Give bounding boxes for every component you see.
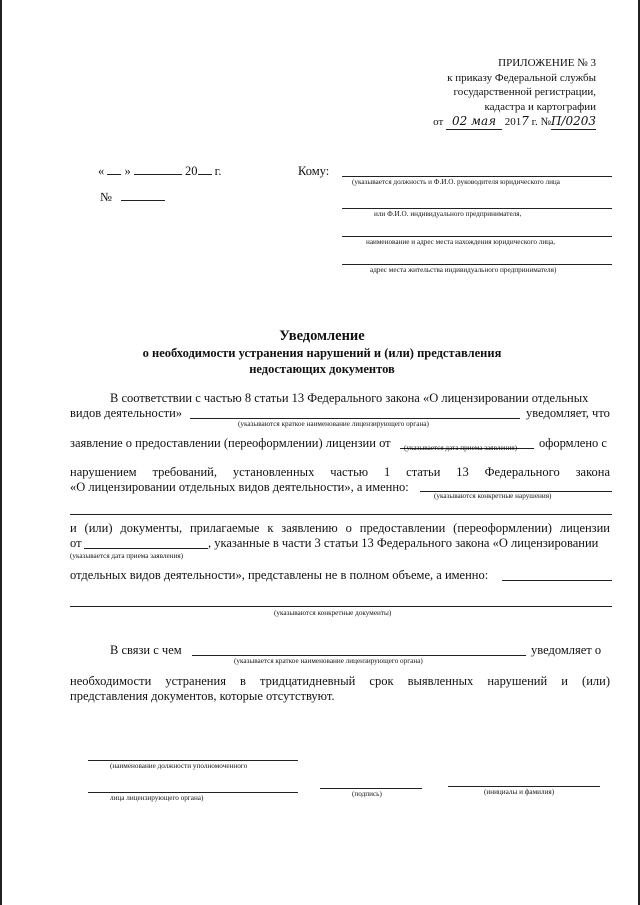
- violations-line-2: [70, 514, 612, 515]
- appendix-order-line: от 02 мая 2017 г. №П/0203: [433, 114, 596, 128]
- position-line-1: [88, 760, 298, 761]
- recipient-hint-3: наименование и адрес места нахождения юридического лица,: [366, 238, 556, 246]
- document-subtitle-1: о необходимости устранения нарушений и (или) представления: [142, 346, 502, 360]
- para2-line-2-start: от: [70, 536, 82, 550]
- appendix-line-3: государственной регистрации,: [453, 86, 596, 98]
- recipient-hint-1: (указывается должность и Ф.И.О. руководителя юридического лица: [352, 178, 560, 186]
- hint-date-2: (указывается дата приема заявления): [70, 552, 184, 560]
- para3-line-2: необходимости устранения в тридцатидневный срок выявленных нарушений и (или): [70, 674, 610, 688]
- hint-signature: (подпись): [352, 790, 382, 798]
- hint-name: (инициалы и фамилия): [484, 788, 555, 796]
- organ-line-2: [192, 655, 526, 656]
- organ-line-1: [190, 418, 520, 419]
- para1-line-5: «О лицензировании отдельных видов деятельности», а именно:: [70, 480, 409, 494]
- recipient-line-4: [342, 264, 612, 265]
- para2-line-3: отдельных видов деятельности», представлены не в полном объеме, а именно:: [70, 568, 489, 582]
- para2-line-1: и (или) документы, прилагаемые к заявлению о предоставлении (переоформлении) лицензии: [70, 521, 610, 535]
- recipient-hint-4: адрес места жительства индивидуального предпринимателя): [370, 266, 557, 274]
- hint-organ-1: (указываются краткое наименование лицензирующего органа): [238, 420, 429, 428]
- appendix-block: [386, 56, 596, 130]
- signature-line: [320, 788, 422, 789]
- para2-line-2-end: , указанные в части 3 статьи 13 Федерального закона «О лицензировании: [208, 536, 599, 550]
- para1-line-4: нарушением требований, установленных частью 1 статьи 13 Федерального закона: [70, 465, 610, 479]
- recipient-line-2: [342, 208, 612, 209]
- application-date-line-2: [84, 548, 208, 549]
- appendix-title: ПРИЛОЖЕНИЕ № 3: [498, 57, 596, 69]
- para3-line-1-start: В связи с чем: [110, 643, 182, 657]
- recipient-line-1: [342, 176, 612, 177]
- recipient-hint-2: или Ф.И.О. индивидуального предпринимателя,: [374, 210, 522, 218]
- date-field: « » 20 г.: [98, 164, 222, 178]
- para1-line-3-start: заявление о предоставлении (переоформлении) лицензии от: [70, 436, 391, 450]
- hint-organ-2: (указывается краткое наименование лицензирующего органа): [234, 657, 423, 665]
- para1-line-2-start: видов деятельности»: [70, 406, 183, 420]
- para1-line-2-end: уведомляет, что: [526, 406, 610, 420]
- hint-position-1: (наименование должности уполномоченного: [110, 762, 248, 770]
- recipient-line-3: [342, 236, 612, 237]
- to-label: Кому:: [298, 164, 330, 178]
- hint-violations: (указываются конкретные нарушения): [434, 492, 552, 500]
- handwritten-order-year: 7: [521, 114, 529, 128]
- document-title: Уведомление: [279, 328, 365, 344]
- position-line-2: [88, 792, 298, 793]
- documents-line-1: [502, 580, 612, 581]
- documents-line-2: [70, 606, 612, 607]
- hint-date-1: (указывается дата приема заявления): [404, 444, 518, 452]
- appendix-line-2: к приказу Федеральной службы: [447, 71, 596, 84]
- appendix-line-4: кадастра и картографии: [484, 100, 596, 113]
- para1-line-1: В соответствии с частью 8 статьи 13 Федерального закона «О лицензировании отдельных: [110, 391, 589, 405]
- hint-docs: (указываются конкретные документы): [274, 609, 392, 617]
- handwritten-order-number: П/0203: [550, 114, 596, 128]
- number-field: №: [100, 190, 165, 205]
- handwritten-order-date: 02 мая: [446, 114, 502, 130]
- para3-line-1-end: уведомляет о: [531, 643, 602, 657]
- para3-line-3: представления документов, которые отсутствуют.: [70, 689, 335, 703]
- hint-position-2: лица лицензирующего органа): [110, 794, 204, 802]
- para1-line-3-end: оформлено с: [539, 436, 607, 450]
- name-line: [448, 786, 600, 787]
- document-subtitle-2: недостающих документов: [249, 362, 395, 376]
